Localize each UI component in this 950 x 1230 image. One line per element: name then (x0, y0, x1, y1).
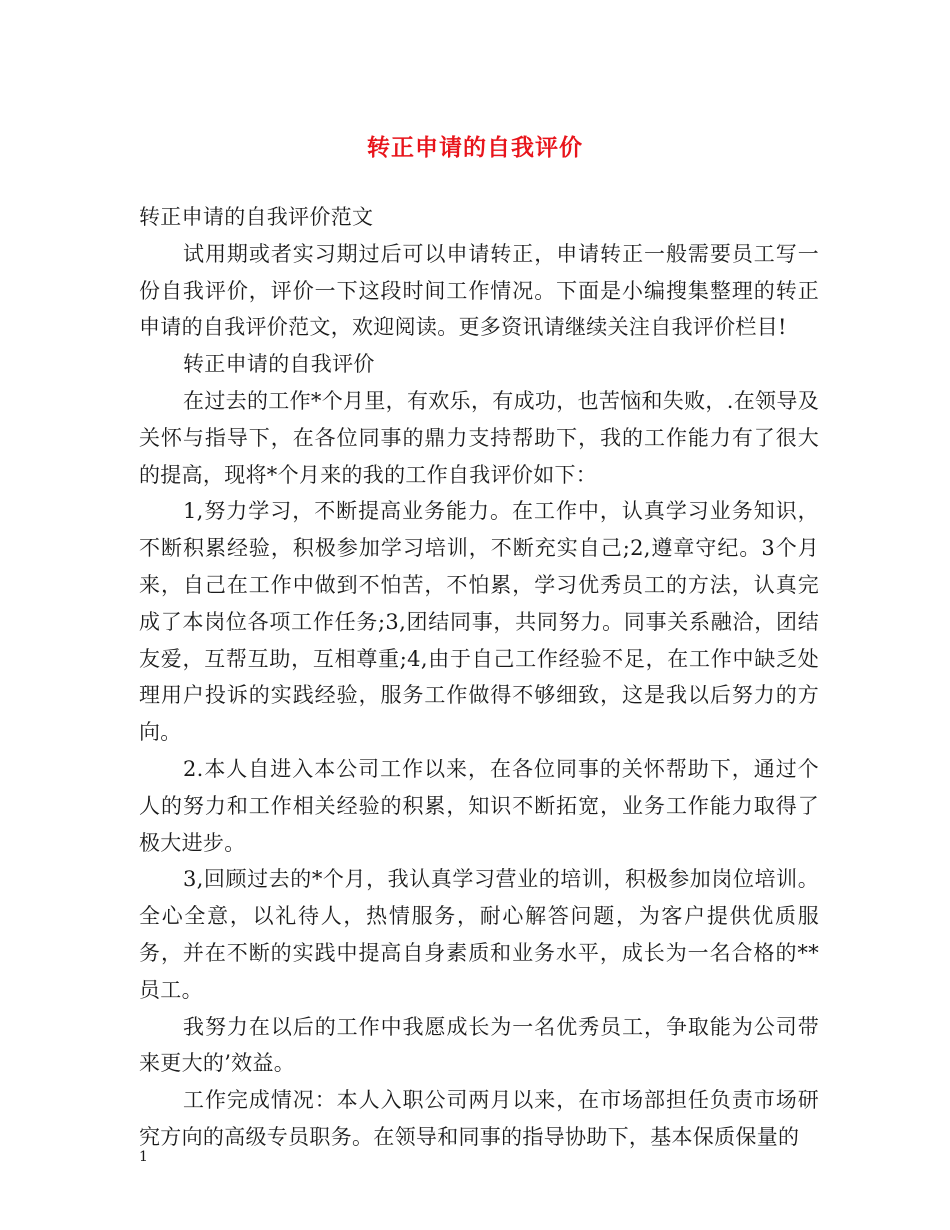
paragraph-point-2: 2.本人自进入本公司工作以来，在各位同事的关怀帮助下，通过个人的努力和工作相关经验的积累，知识不断拓宽，业务工作能力取得了极大进步。 (139, 756, 819, 855)
document-body (139, 199, 819, 1156)
document-title: 转正申请的自我评价 (367, 134, 583, 161)
page-number: 1 (139, 1149, 148, 1165)
paragraph-section-heading: 转正申请的自我评价 (183, 352, 375, 377)
paragraph-work-status: 工作完成情况：本人入职公司两月以来，在市场部担任负责市场研究方向的高级专员职务。在领导和同事的指导协助下，基本保质保量的 (139, 1088, 819, 1149)
paragraph-subtitle: 转正申请的自我评价范文 (139, 205, 374, 229)
paragraph-overview: 在过去的工作*个月里，有欢乐，有成功，也苦恼和失败，.在领导及关怀与指导下，在各位同事的鼎力支持帮助下，我的工作能力有了很大的提高，现将*个月来的我的工作自我评价如下： (139, 388, 819, 487)
paragraph-point-1: 1,努力学习，不断提高业务能力。在工作中，认真学习业务知识，不断积累经验，积极参加学习培训，不断充实自己;2,遵章守纪。3个月来，自己在工作中做到不怕苦，不怕累，学习优秀员工的方法，认真完成了本岗位各项工作任务;3,团结同事，共同努力。同事关系融洽，团结友爱，互帮互助，互相尊重;4,由于自己工作经验不足，在工作中缺乏处理用户投诉的实践经验，服务工作做得不够细致，这是我以后努力的方向。 (139, 499, 819, 745)
paragraph-aspiration: 我努力在以后的工作中我愿成长为一名优秀员工，争取能为公司带来更大的’效益。 (139, 1014, 819, 1076)
paragraph-intro: 试用期或者实习期过后可以申请转正，申请转正一般需要员工写一份自我评价，评价一下这段时间工作情况。下面是小编搜集整理的转正申请的自我评价范文，欢迎阅读。更多资讯请继续关注自我评价栏目! (139, 241, 819, 340)
paragraph-point-3: 3,回顾过去的*个月，我认真学习营业的培训，积极参加岗位培训。全心全意，以礼待人，热情服务，耐心解答问题，为客户提供优质服务，并在不断的实践中提高自身素质和业务水平，成长为一名合格的**员工。 (139, 867, 819, 1002)
